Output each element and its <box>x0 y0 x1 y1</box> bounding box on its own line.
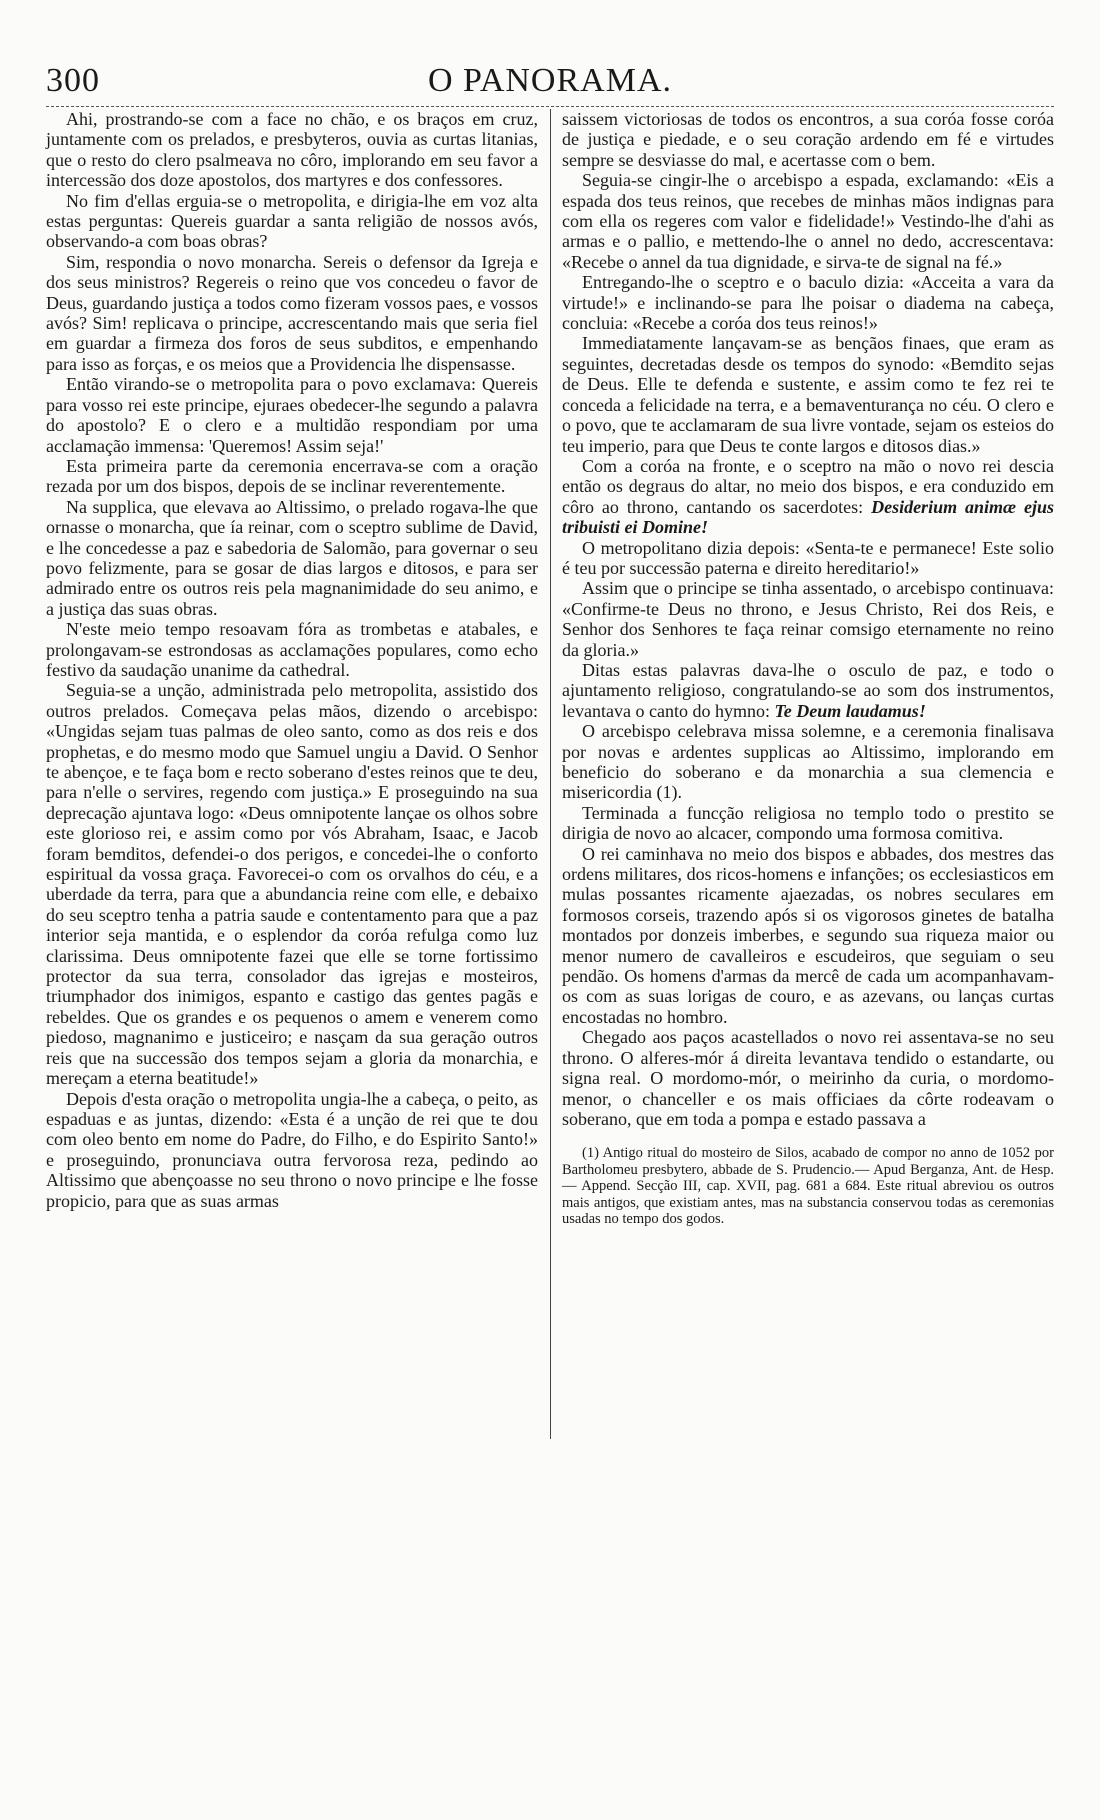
paragraph <box>562 456 1054 538</box>
footnote: (1) Antigo ritual do mosteiro de Silos, acabado de compor no anno de 1052 por Bartholomeu presbytero, abbade de S. Prudencio.— Apud Berganza, Ant. de Hesp.— Append. Secção III, cap. XVII, pag. 681 a 684. Este ritual abreviou os outros mais antigos, que existiam antes, mas na substancia conservou todas as ceremonias usadas no tempo dos godos. <box>562 1145 1054 1228</box>
paragraph: No fim d'ellas erguia-se o metropolita, e dirigia-lhe em voz alta estas perguntas: Quereis guardar a santa religião de nossos avós, observando-a com boas obras? <box>46 190 538 252</box>
page-header <box>46 62 1054 104</box>
right-column <box>562 109 1054 1228</box>
paragraph: Na supplica, que elevava ao Altissimo, o prelado rogava-lhe que ornasse o monarcha, que ía reinar, com o sceptro sublime de David, e lhe concedesse a paz e sabedoria de Salomão, para governar o seu povo felizmente, para se gosar de dias largos e ditosos, e para ser admirado entre os outros reis pela magnanimidade do seu animo, e a justiça das suas obras. <box>46 496 538 619</box>
paragraph: Ahi, prostrando-se com a face no chão, e os braços em cruz, juntamente com os prelados, e presbyteros, ouvia as curtas litanias, que o resto do clero psalmeava no côro, implorando em seu favor a intercessão dos doze apostolos, dos martyres e dos confessores. <box>46 109 538 191</box>
paragraph: O metropolitano dizia depois: «Senta-te e permanece! Este solio é teu por successão paterna e direito hereditario!» <box>562 537 1054 578</box>
latin-quote: Desiderium animæ ejus tribuisti ei Domine! <box>562 496 1054 538</box>
paragraph: Assim que o principe se tinha assentado, o arcebispo continuava: «Confirme-te Deus no throno, e Jesus Christo, Rei dos Reis, e Senhor dos Senhores te faça reinar comsigo eternamente no reino da gloria.» <box>562 578 1054 660</box>
paragraph: Seguia-se a unção, administrada pelo metropolita, assistido dos outros prelados. Começava pelas mãos, dizendo o arcebispo: «Ungidas sejam tuas palmas de oleo santo, como as dos reis e dos prophetas, e do mesmo modo que Samuel ungiu a David. O Senhor te abençoe, e te faça bom e recto soberano d'estes reinos que te deu, para n'elle o servires, regendo com justiça.» E proseguindo na sua deprecação ajuntava logo: «Deus omnipotente lançae os olhos sobre este glorioso rei, e assim como por vós Abraham, Isaac, e Jacob foram bemditos, defendei-o dos perigos, e concedei-lhe o conforto espiritual da vossa graça. Favorecei-o com os orvalhos do céu, e a uberdade da terra, para que a abundancia reine com elle, e debaixo do seu sceptro tenha a patria saude e contentamento para que a paz interior seja mantida, e o esplendor da coróa refulga como luz clarissima. Deus omnipotente fazei que elle se torne fortissimo protector da sua terra, consolador das igrejas e mosteiros, triumphador dos inimigos, espanto e castigo das gentes pagãs e rebeldes. Que os grandes e os pequenos o amem e venerem como piedoso, magnanimo e justiceiro; e nasçam da sua geração outros reis que na successão dos tempos sejam a gloria da monarchia, e mereçam a eterna beatitude!» <box>46 680 538 1089</box>
paragraph: O rei caminhava no meio dos bispos e abbades, dos mestres das ordens militares, dos ricos-homens e infanções; os ecclesiasticos em mulas possantes ricamente ajaezadas, os nobres seculares em formosos corseis, trazendo após si os vigorosos ginetes de batalha montados por donzeis imberbes, e segundo sua riqueza maior ou menor numero de cavalleiros e escudeiros, que seguiam o seu pendão. Os homens d'armas da mercê de cada um acompanhavam-os com as suas lorigas de couro, e as azevans, ou lanças curtas encostadas no hombro. <box>562 843 1054 1027</box>
paragraph: Immediatamente lançavam-se as bençãos finaes, que eram as seguintes, decretadas desde os tempos do synodo: «Bemdito sejas de Deus. Elle te defenda e sustente, e assim como te fez rei te conceda a felicidade na terra, e a bemaventurança no céu. O clero e o povo, que te acclamaram de sua livre vontade, sejam os esteios do teu imperio, para que Deus te conte largos e ditosos dias.» <box>562 333 1054 456</box>
journal-title: O PANORAMA. <box>427 62 673 99</box>
hymn-title: Te Deum laudamus! <box>774 700 926 721</box>
paragraph: O arcebispo celebrava missa solemne, e a ceremonia finalisava por novas e ardentes supplicas ao Altissimo, implorando em beneficio do soberano e da monarchia a sua clemencia e misericordia (1). <box>562 721 1054 803</box>
paragraph: Depois d'esta oração o metropolita ungia-lhe a cabeça, o peito, as espaduas e as juntas, dizendo: «Esta é a unção de rei que te dou com oleo bento em nome do Padre, do Filho, e do Espirito Santo!» e proseguindo, pronunciava outra fervorosa reza, pedindo ao Altissimo que abençoasse no seu throno o novo principe e lhe fosse propicio, para que as suas armas <box>46 1088 538 1211</box>
paragraph-text: Com a coróa na fronte, e o sceptro na mão o novo rei descia então os degraus do altar, no meio dos bispos, e era conduzido em côro ao throno, cantando os sacerdotes: <box>562 455 1054 517</box>
paragraph: N'este meio tempo resoavam fóra as trombetas e atabales, e prolongavam-se estrondosas as acclamações populares, como echo festivo da saudação unanime da cathedral. <box>46 619 538 680</box>
left-column <box>46 109 538 1228</box>
paragraph: saissem victoriosas de todos os encontros, a sua coróa fosse coróa de justiça e piedade, e o seu coração ardendo em fé e virtudes sempre se desviasse do mal, e acertasse com o bem. <box>562 109 1054 170</box>
header-rule <box>46 106 1054 107</box>
column-divider <box>550 109 551 1439</box>
paragraph <box>562 660 1054 721</box>
paragraph: Chegado aos paços acastellados o novo rei assentava-se no seu throno. O alferes-mór á direita levantava tendido o estandarte, ou signa real. O mordomo-mór, o meirinho da curia, o mordomo-menor, o chanceller e os mais officiaes da côrte rodeavam o soberano, que em toda a pompa e estado passava a <box>562 1027 1054 1129</box>
paragraph: Então virando-se o metropolita para o povo exclamava: Quereis para vosso rei este principe, ejuraes obedecer-lhe segundo a palavra do apostolo? E o clero e a multidão respondiam por uma acclamação immensa: 'Queremos! Assim seja!' <box>46 374 538 456</box>
paragraph-text: Ditas estas palavras dava-lhe o osculo de paz, e todo o ajuntamento religioso, congratulando-se ao som dos instrumentos, levantava o canto do hymno: <box>562 659 1054 721</box>
paragraph: Sim, respondia o novo monarcha. Sereis o defensor da Igreja e dos seus ministros? Regereis o reino que vos concedeu o favor de Deus, guardando justiça a todos como fizeram vossos paes, e vossos avós? Sim! replicava o principe, accrescentando mais que seria fiel em guardar a firmeza dos foros de seus subditos, e empenhando para isso as forças, e os meios que a Providencia lhe dispensasse. <box>46 251 538 374</box>
paragraph: Entregando-lhe o sceptro e o baculo dizia: «Acceita a vara da virtude!» e inclinando-se para lhe poisar o diadema na cabeça, concluia: «Recebe a coróa dos teus reinos!» <box>562 272 1054 334</box>
text-columns <box>46 109 1054 1228</box>
paragraph: Terminada a funcção religiosa no templo todo o prestito se dirigia de novo ao alcacer, compondo uma formosa comitiva. <box>562 802 1054 844</box>
page-number: 300 <box>46 62 100 99</box>
paragraph: Seguia-se cingir-lhe o arcebispo a espada, exclamando: «Eis a espada dos teus reinos, que recebes de minhas mãos indignas para com ella os regeres com valor e fidelidade!» Vestindo-lhe d'ahi as armas e o pallio, e mettendo-lhe o annel no dedo, accrescentava: «Recebe o annel da tua dignidade, e sirva-te de signal na fé.» <box>562 170 1054 272</box>
paragraph: Esta primeira parte da ceremonia encerrava-se com a oração rezada por um dos bispos, depois de se inclinar reverentemente. <box>46 455 538 497</box>
